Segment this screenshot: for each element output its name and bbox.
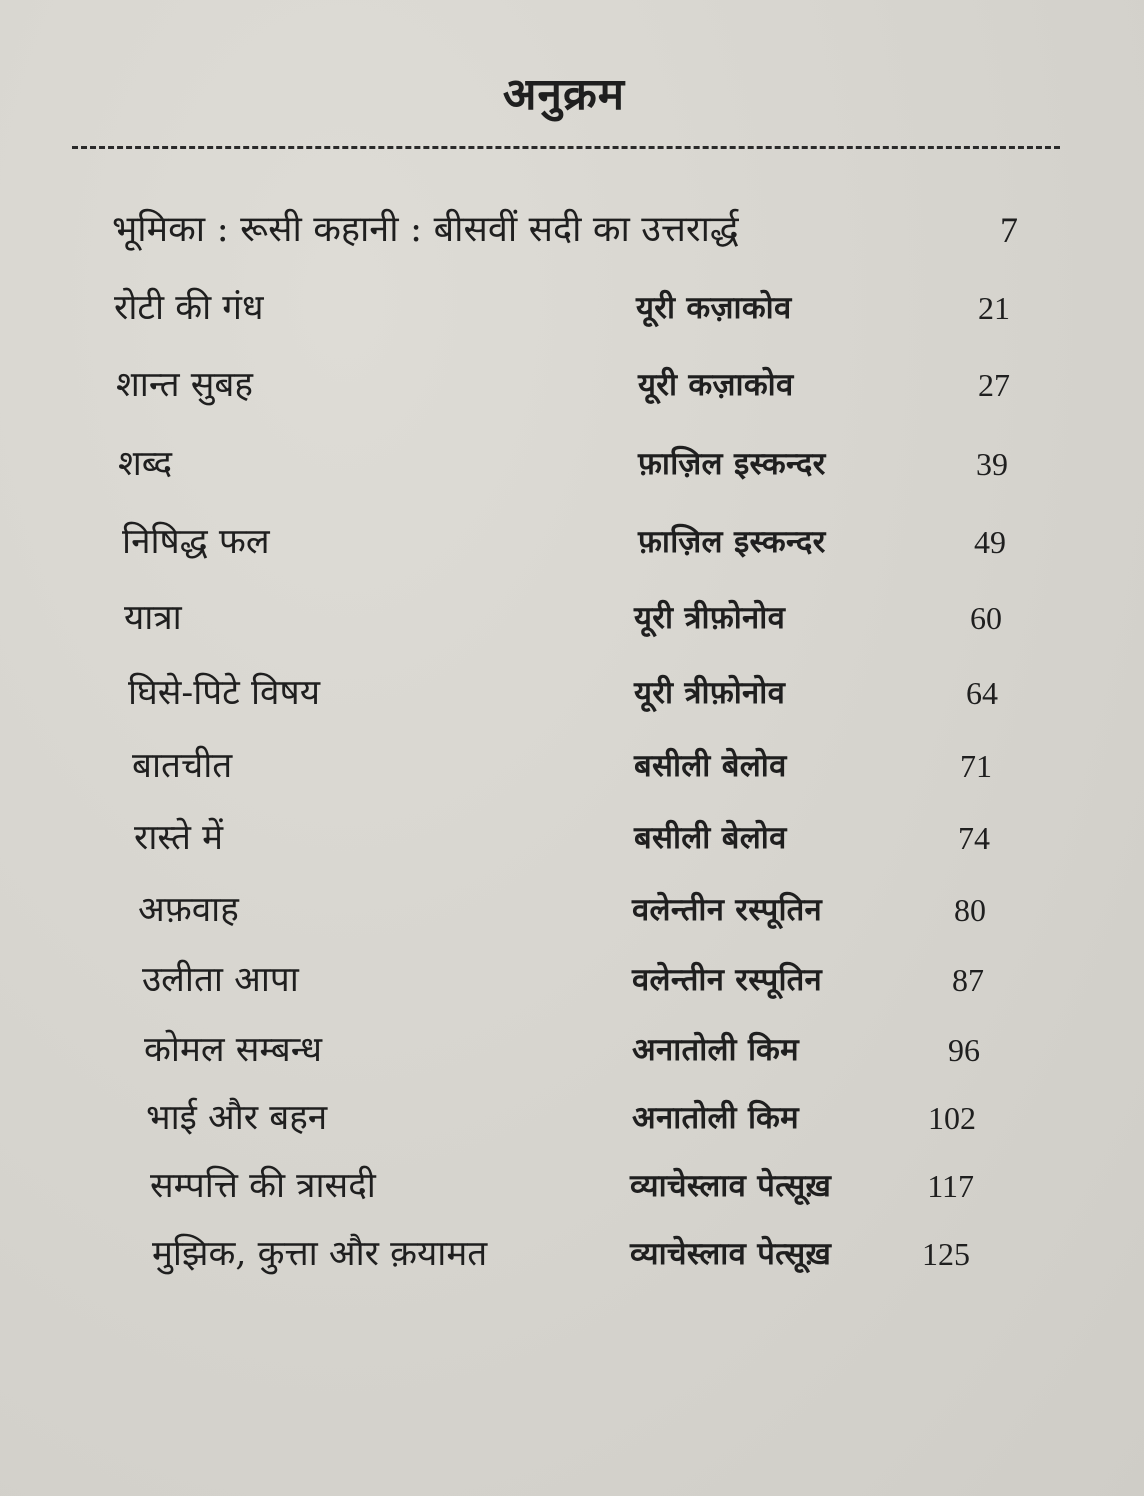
entry-page-number: 64 — [966, 675, 998, 711]
entry-title: शान्त सुबह — [116, 365, 253, 405]
entry-author: यूरी कज़ाकोव — [636, 290, 792, 326]
entry-page-number: 125 — [922, 1236, 970, 1272]
entry-author: यूरी त्रीफ़ोनोव — [634, 675, 786, 711]
entry-title: यात्रा — [124, 598, 182, 638]
entry-page-number: 21 — [978, 290, 1010, 326]
entry-author: फ़ाज़िल इस्कन्दर — [638, 524, 826, 560]
entry-author: व्याचेस्लाव पेत्सूख़ — [630, 1168, 832, 1204]
preface-entry — [112, 200, 1032, 260]
entry-page-number: 102 — [928, 1100, 976, 1136]
entry-page-number: 39 — [976, 446, 1008, 482]
entry-title: घिसे-पिटे विषय — [128, 673, 321, 713]
entry-page-number: 80 — [954, 892, 986, 928]
entry-author: बसीली बेलोव — [634, 820, 787, 856]
entry-title: निषिद्ध फल — [122, 522, 270, 562]
entry-title: मुझिक, कुत्ता और क़यामत — [152, 1234, 488, 1274]
entry-page-number: 27 — [978, 367, 1010, 403]
entry-page-number: 87 — [952, 962, 984, 998]
page-title: अनुक्रम — [502, 69, 626, 120]
entry-author: फ़ाज़िल इस्कन्दर — [638, 446, 826, 482]
entry-author: व्याचेस्लाव पेत्सूख़ — [630, 1236, 832, 1272]
entry-title: रोटी की गंध — [114, 288, 264, 328]
entry-author: बसीली बेलोव — [634, 748, 787, 784]
dashed-divider — [72, 146, 1060, 149]
entry-page-number: 60 — [970, 600, 1002, 636]
entry-title: उलीता आपा — [142, 960, 299, 1000]
entry-page-number: 49 — [974, 524, 1006, 560]
entry-author: यूरी त्रीफ़ोनोव — [634, 600, 786, 636]
entry-author: अनातोली किम — [632, 1100, 799, 1136]
entry-title: रास्ते में — [134, 818, 224, 858]
entry-author: यूरी कज़ाकोव — [638, 367, 794, 403]
entry-page-number: 71 — [960, 748, 992, 784]
preface-title: भूमिका : रूसी कहानी : बीसवीं सदी का उत्तरार्द्ध — [112, 209, 739, 250]
entry-page-number: 117 — [927, 1168, 974, 1204]
entry-page-number: 96 — [948, 1032, 980, 1068]
entry-title: भाई और बहन — [146, 1098, 328, 1138]
entry-author: वलेन्तीन रस्पूतिन — [632, 962, 823, 998]
entry-title: सम्पत्ति की त्रासदी — [150, 1166, 376, 1206]
entry-author: अनातोली किम — [632, 1032, 799, 1068]
entry-author: वलेन्तीन रस्पूतिन — [632, 892, 823, 928]
preface-page-number: 7 — [1000, 210, 1018, 250]
entry-title: बातचीत — [132, 746, 233, 786]
entry-title: शब्द — [118, 444, 173, 484]
entry-title: अफ़वाह — [138, 890, 239, 930]
entry-title: कोमल सम्बन्ध — [144, 1030, 322, 1070]
entry-page-number: 74 — [958, 820, 990, 856]
